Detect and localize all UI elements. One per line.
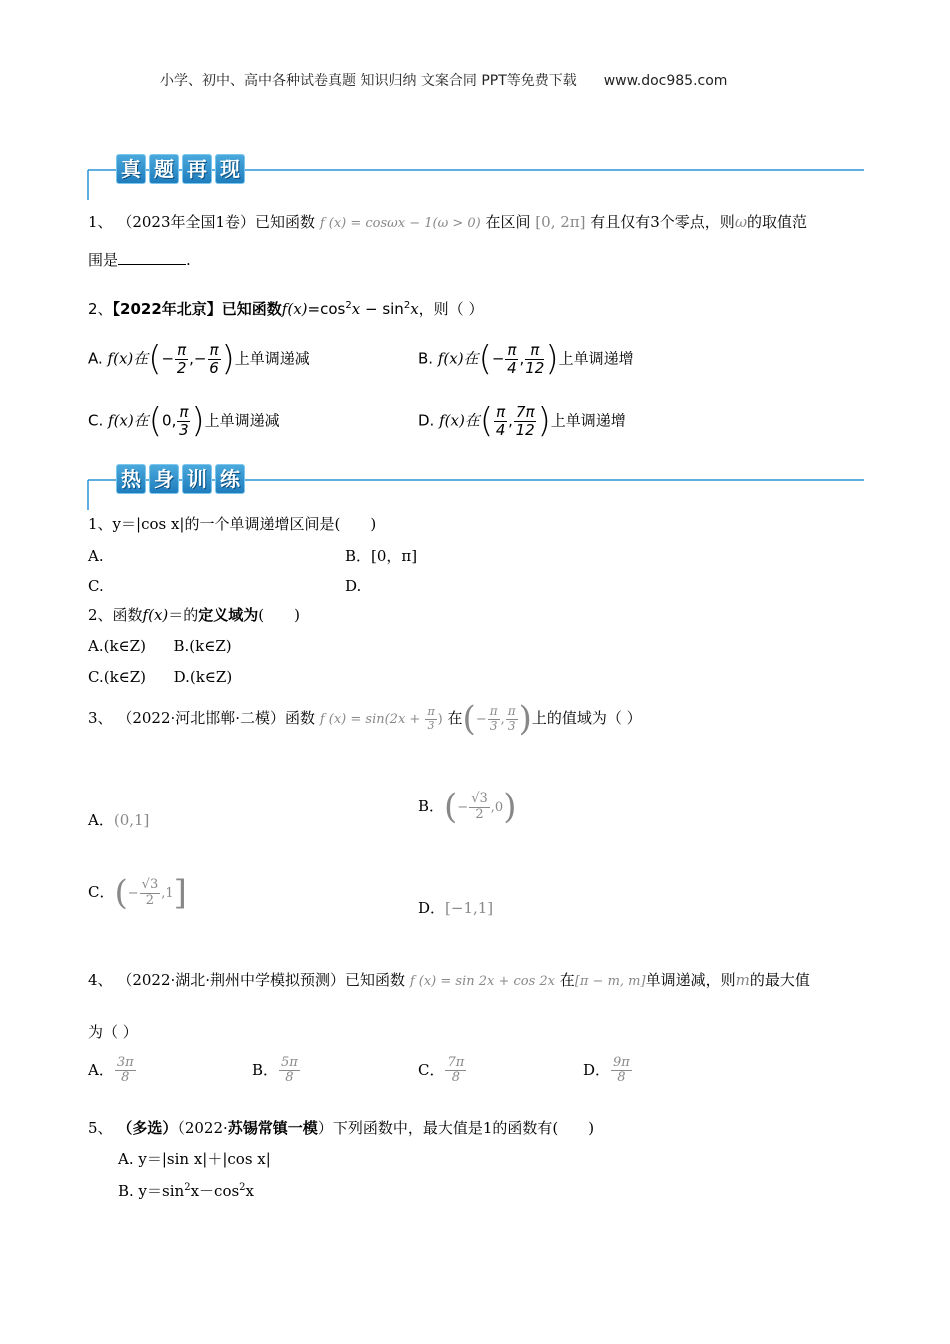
fraction: $\frac{√3}{2}$: [141, 877, 159, 908]
formula: f(x)在: [439, 411, 480, 430]
fraction: $\frac{\pi}{4}$: [507, 341, 517, 377]
formula: f(x)在: [108, 411, 149, 430]
question-s1-q1-line2: [88, 250, 191, 270]
header-text: 小学、初中、高中各种试卷真题 知识归纳 文案合同 PPT等免费下载: [160, 73, 577, 89]
option-label: B．: [252, 1060, 279, 1079]
q-stem: 围是: [88, 251, 119, 269]
paren: ): [518, 699, 532, 739]
fraction: $\frac{\pi}{6}$: [209, 341, 219, 377]
option-label: A.: [88, 349, 103, 368]
banner-char: 训: [182, 464, 212, 494]
option-row: [88, 667, 232, 687]
banner-char: 现: [215, 154, 245, 184]
formula: f (x) = sin 2x + cos 2x: [409, 974, 556, 989]
banner-char: 身: [149, 464, 179, 494]
exponent: 2: [403, 300, 411, 311]
option-d[interactable]: D.(k∈Z): [173, 668, 233, 686]
paren: (: [479, 401, 494, 441]
option-b[interactable]: [418, 339, 634, 379]
banner-char: 练: [215, 464, 245, 494]
question-s2-q1: 1、y＝|cos x|的一个单调递增区间是( ): [88, 515, 377, 533]
formula: x: [245, 1182, 255, 1200]
fraction: $\frac{5\pi}{8}$: [281, 1055, 298, 1086]
interval: [0, 2π]: [535, 213, 586, 231]
q-stem: ＝的: [168, 606, 199, 624]
option-b[interactable]: [118, 1178, 254, 1201]
q-stem: 上的值域为（ ）: [531, 709, 642, 727]
option-label: D．: [418, 899, 446, 917]
paren: ): [545, 339, 559, 379]
option-a[interactable]: [88, 810, 149, 830]
option-c[interactable]: C.(k∈Z): [88, 668, 147, 686]
formula: x: [351, 300, 361, 318]
q-number: 4、: [88, 971, 113, 989]
option-c[interactable]: C．(− $\frac{√3}{2}$ ,1]: [88, 873, 187, 913]
formula: f(x)在: [437, 349, 479, 368]
option-label: A．: [88, 1060, 114, 1079]
option-a[interactable]: A. y＝|sin x|＋|cos x|: [118, 1150, 271, 1168]
formula: −: [127, 886, 139, 901]
formula: f(x)在: [107, 349, 149, 368]
question-s2-q5: [88, 1118, 594, 1138]
fraction: $\frac{7\pi}{12}$: [515, 403, 535, 439]
q-stem: 有且仅有3个零点，则: [590, 213, 735, 231]
q-stem: （2022·: [177, 1119, 228, 1137]
formula: x－cos: [190, 1182, 240, 1200]
q-stem: 在: [447, 709, 463, 727]
paren: ): [191, 401, 205, 441]
banner-title: [116, 154, 248, 184]
option-text: 上单调递增: [558, 349, 634, 368]
option-label: D．: [583, 1060, 611, 1079]
formula: ,: [189, 349, 194, 368]
formula: B. y＝sin: [118, 1182, 185, 1200]
q-stem: （2022·河北邯郸·二模）函数: [117, 709, 316, 727]
formula: cos: [320, 300, 346, 318]
option-b[interactable]: B．(− $\frac{√3}{2}$ ,0): [418, 787, 517, 827]
q-stem: 定义域为: [198, 606, 259, 624]
formula: x: [410, 300, 419, 318]
paren: ): [221, 339, 235, 379]
option-d[interactable]: D.: [345, 577, 362, 595]
page-header: [160, 70, 727, 90]
banner-char: 再: [182, 154, 212, 184]
formula: f(x): [142, 606, 169, 624]
q-number: 2、: [88, 300, 113, 318]
option-a[interactable]: [88, 339, 310, 379]
option-text: 上单调递增: [550, 411, 626, 430]
fraction: $\frac{3\pi}{8}$: [116, 1055, 134, 1086]
banner-char: 热: [116, 464, 146, 494]
q-source: 苏锡常镇一模: [227, 1119, 318, 1137]
formula: sin: [382, 300, 404, 318]
option-text: 上单调递减: [234, 349, 310, 368]
option-d[interactable]: [418, 898, 493, 918]
paren: (: [444, 787, 458, 827]
option-text: 上单调递减: [204, 411, 280, 430]
formula: [−1,1]: [445, 899, 494, 917]
option-a[interactable]: [88, 1056, 137, 1086]
section-banner-reshen: [86, 462, 864, 512]
option-c[interactable]: C.: [88, 577, 104, 595]
question-s2-q2: [88, 605, 300, 625]
q-number: 3、: [88, 709, 113, 727]
formula: −: [491, 349, 505, 368]
paren: ): [537, 401, 551, 441]
formula: (0,1]: [113, 811, 150, 829]
option-label: B．: [418, 797, 445, 815]
q-source: 【2022年北京】已知函数: [112, 300, 282, 318]
exponent: 2: [345, 300, 352, 311]
option-label: C．: [418, 1060, 445, 1079]
option-d[interactable]: [418, 401, 626, 441]
formula: ,: [519, 349, 525, 368]
fraction: $\frac{\pi}{3}$: [179, 403, 189, 439]
q-tag: （多选）: [117, 1119, 178, 1137]
question-s1-q2: [88, 296, 483, 319]
q-stem: （2022·湖北·荆州中学模拟预测）已知函数: [117, 971, 406, 989]
formula: 1: [165, 886, 174, 901]
formula: −: [475, 712, 487, 727]
paren: (: [114, 873, 128, 913]
fraction: $\frac{\pi}{12}$: [525, 341, 545, 377]
paren: ): [503, 787, 517, 827]
option-label: C．: [88, 883, 115, 901]
formula: −: [161, 349, 175, 368]
q-stem: ）下列函数中，最大值是1的函数有( ): [317, 1119, 595, 1137]
fraction: $\frac{\pi}{3}$: [489, 704, 498, 733]
option-b[interactable]: B．[0，π]: [345, 547, 418, 565]
omega: ω: [734, 213, 748, 231]
option-label: C.: [88, 411, 104, 430]
question-s2-q4-line2: 为（ ）: [88, 1023, 138, 1041]
option-label: A．: [88, 811, 114, 829]
formula: m: [735, 971, 750, 989]
formula: f(x): [281, 300, 308, 318]
header-url[interactable]: www.doc985.com: [603, 73, 728, 89]
formula: ,: [508, 411, 513, 430]
q-stem: 2、函数: [88, 606, 143, 624]
fraction: $\frac{\pi}{2}$: [176, 341, 187, 377]
paren: ]: [173, 873, 187, 913]
question-s2-q3: 3、 （2022·河北邯郸·二模）函数 f (x) = sin(2x + $\frac{\pi}{3}$ ) 在(− $\frac{\pi}{3}$ , $\frac{\pi}{3}$ )上的值域为（ ）: [88, 699, 642, 739]
answer-blank[interactable]: [118, 250, 186, 265]
q-stem: （2023年全国1卷）已知函数: [117, 213, 316, 231]
paren: (: [148, 339, 162, 379]
option-b[interactable]: B.(k∈Z): [173, 637, 232, 655]
q-stem: 的最大值: [749, 971, 810, 989]
formula: 0: [494, 800, 504, 815]
banner-char: 真: [116, 154, 146, 184]
exponent: 2: [184, 1182, 191, 1193]
paren: (: [148, 401, 163, 441]
paren: (: [462, 699, 476, 739]
section-banner-zhenti: [86, 152, 864, 202]
option-label: B.: [418, 349, 434, 368]
interval: [π − m, m]: [574, 974, 646, 989]
q-stem: =: [307, 300, 321, 318]
fraction: $\frac{\pi}{3}$: [507, 704, 516, 733]
option-c[interactable]: [418, 1056, 467, 1086]
q-stem: 单调递减，则: [645, 971, 736, 989]
q-stem: ( ): [258, 606, 301, 624]
banner-title: [116, 464, 248, 494]
formula: ,: [171, 411, 177, 430]
q-stem: .: [186, 251, 191, 269]
option-c[interactable]: [88, 401, 280, 441]
option-row: [88, 636, 232, 656]
fraction: $\frac{9\pi}{8}$: [613, 1055, 630, 1086]
option-label: D.: [418, 411, 435, 430]
q-number: 1、: [88, 213, 113, 231]
formula: −: [193, 349, 207, 368]
fraction: $\frac{7\pi}{8}$: [447, 1055, 465, 1086]
fraction: $\frac{√3}{2}$: [471, 791, 488, 822]
q-stem: 的取值范: [747, 213, 808, 231]
q-stem: 在: [559, 971, 575, 989]
exponent: 2: [239, 1182, 246, 1193]
option-b[interactable]: [252, 1056, 301, 1086]
formula: −: [457, 800, 469, 815]
question-s2-q4: [88, 970, 810, 992]
fraction: $\frac{\pi}{3}$: [427, 705, 435, 732]
question-s1-q1: [88, 212, 807, 234]
formula: −: [364, 300, 378, 318]
option-a[interactable]: A.(k∈Z): [88, 637, 146, 655]
fraction: $\frac{\pi}{4}$: [495, 403, 506, 439]
formula: f (x) = cosωx − 1(ω > 0): [319, 216, 481, 231]
q-stem: 在区间: [485, 213, 531, 231]
q-stem: ，则（ ）: [418, 300, 484, 318]
option-d[interactable]: [583, 1056, 633, 1086]
banner-char: 题: [149, 154, 179, 184]
paren: (: [478, 339, 492, 379]
formula: f (x) = sin(2x +: [319, 712, 425, 727]
option-a[interactable]: A.: [88, 547, 104, 565]
formula: 0: [162, 411, 172, 430]
q-number: 5、: [88, 1119, 113, 1137]
